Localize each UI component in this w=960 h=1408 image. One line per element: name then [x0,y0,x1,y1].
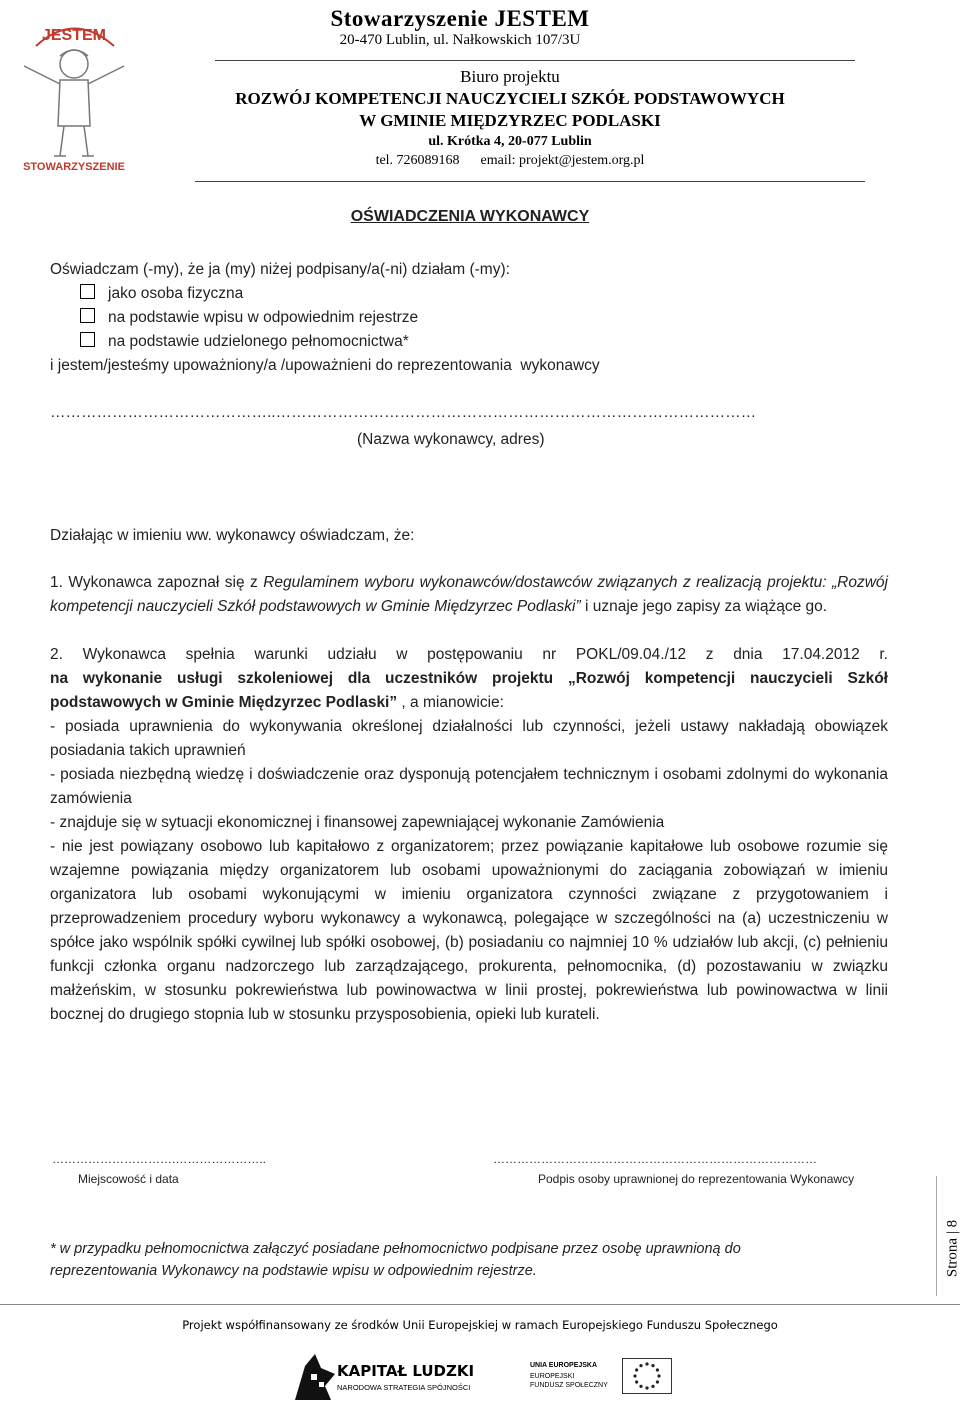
header-divider-bottom [195,181,865,182]
page-number: Strona | 8 [944,1219,960,1278]
statement-2: 2. Wykonawca spełnia warunki udziału w postępowaniu nr POKL/09.04./12 z dnia 17.04.2012 r. [50,646,888,663]
cofinance-note: Projekt współfinansowany ze środków Unii Europejskiej w ramach Europejskiego Funduszu Społecznego [182,1318,778,1332]
condition-item: - posiada niezbędną wiedzę i doświadczenie oraz dysponują potencjałem technicznym i osobami zdolnymi do wykonania zamówienia [50,766,888,807]
condition-item: - nie jest powiązany osobowo lub kapitałowo z organizatorem; przez powiązanie kapitałowe lub osobowe rozumie się wzajemne powiązania między organizatorem lub osobami upoważnionymi do zaciągania zobowiązań w imieniu organizatora lub osobami wykonującymi w imieniu organizatora czynności związane z przygotowaniem i przeprowadzeniem procedury wyboru wykonawcy a wykonawcą, polegające w szczególności na (a) uczestniczeniu w spółce jako wspólnik spółki cywilnej lub spółki osobowej, (b) posiadaniu co najmniej 10 % udziałów lub akcji, (c) pełnieniu funkcji członka organu nadzorczego lub zarządzającego, prokurenta, pełnomocnika, (d) pozostawaniu w związku małżeńskim, w stosunku pokrewieństwa lub powinowactwa w linii prostej, pokrewieństwa lub powinowactwa w linii bocznej do drugiego stopnia lub w stosunku przysposobienia, opieki lub kurateli. [50,838,888,1023]
signature-caption: Podpis osoby uprawnionej do reprezentowania Wykonawcy [538,1172,855,1186]
acting-line: Działając w imieniu ww. wykonawcy oświadczam, że: [50,527,415,544]
footer-divider [0,1304,960,1305]
project-address: ul. Krótka 4, 20-077 Lublin [428,134,592,149]
option-power-of-attorney: na podstawie udzielonego pełnomocnictwa* [80,330,918,354]
svg-text:JESTEM: JESTEM [41,27,107,44]
intro-line: Oświadczam (-my), że ja (my) niżej podpisany/a(-ni) działam (-my): [50,261,510,278]
footnote: * w przypadku pełnomocnictwa załączyć posiadane pełnomocnictwo podpisane przez osobę uprawnioną do reprezentowania Wykonawcy na podstawie wpisu w odpowiednim rejestrze. [50,1241,741,1279]
conditions-list [50,715,888,1027]
eu-label-3: FUNDUSZ SPOŁECZNY [530,1382,608,1389]
project-title-line2: W GMINIE MIĘDZYRZEC PODLASKI [359,111,661,130]
contractor-name-caption: (Nazwa wykonawcy, adres) [357,431,545,448]
eu-flag-icon [622,1358,672,1394]
page-divider-vertical [936,1176,937,1296]
project-contact: tel. 726089168 email: projekt@jestem.org.pl [375,153,645,168]
svg-text:STOWARZYSZENIE: STOWARZYSZENIE [23,161,125,173]
organization-logo [14,6,134,176]
option-natural-person: jako osoba fizyczna [80,282,918,306]
contractor-name-field[interactable]: ……………………………………..………………………………………………………………………………… [50,404,757,421]
condition-item: - posiada uprawnienia do wykonywania określonej działalności lub czynności, jeżeli ustawy nakładają obowiązek posiadania takich uprawnień [50,718,888,759]
checkbox-power-of-attorney[interactable] [80,332,95,347]
statement-2-service: na wykonanie usługi szkoleniowej dla uczestników projektu „Rozwój kompetencji nauczycieli Szkół podstawowych w Gminie Międzyrzec Podlaski” , a mianowicie: [50,670,888,711]
authorized-line: i jestem/jesteśmy upoważniony/a /upoważnieni do reprezentowania wykonawcy [50,357,600,374]
place-date-caption: Miejscowość i data [78,1172,179,1186]
kapital-ludzki-title: KAPITAŁ LUDZKI [337,1362,475,1380]
condition-item: - znajduje się w sytuacji ekonomicznej i finansowej zapewniającej wykonanie Zamówienia [50,814,665,831]
eu-logo [530,1356,680,1400]
document-title: OŚWIADCZENIA WYKONAWCY [350,208,590,225]
checkbox-registry[interactable] [80,308,95,323]
kapital-ludzki-subtitle: NARODOWA STRATEGIA SPÓJNOŚCI [337,1383,471,1392]
office-label: Biuro projektu [460,67,560,86]
kapital-ludzki-emblem-icon [285,1346,345,1402]
org-name: Stowarzyszenie JESTEM [330,6,590,31]
eu-label-2: EUROPEJSKI [530,1373,575,1380]
kapital-ludzki-logo [285,1346,485,1402]
signature-field[interactable]: ……………………………………………………………………… [493,1152,817,1166]
checkbox-natural-person[interactable] [80,284,95,299]
place-date-field[interactable]: ………………………….………………….. [52,1152,267,1166]
header-divider-top [215,60,855,61]
org-address: 20-470 Lublin, ul. Nałkowskich 107/3U [339,32,581,48]
statement-1: 1. Wykonawca zapoznał się z Regulaminem wyboru wykonawców/dostawców związanych z realizacją projektu: „Rozwój kompetencji nauczycieli Szkół podstawowych w Gminie Międzyrzec Podlaski” i uznaje jego zapisy za wiążące go. [50,574,888,615]
option-registry: na podstawie wpisu w odpowiednim rejestrze [80,306,918,330]
eu-label-1: UNIA EUROPEJSKA [530,1362,598,1369]
project-title-line1: ROZWÓJ KOMPETENCJI NAUCZYCIELI SZKÓŁ PODSTAWOWYCH [235,89,785,108]
